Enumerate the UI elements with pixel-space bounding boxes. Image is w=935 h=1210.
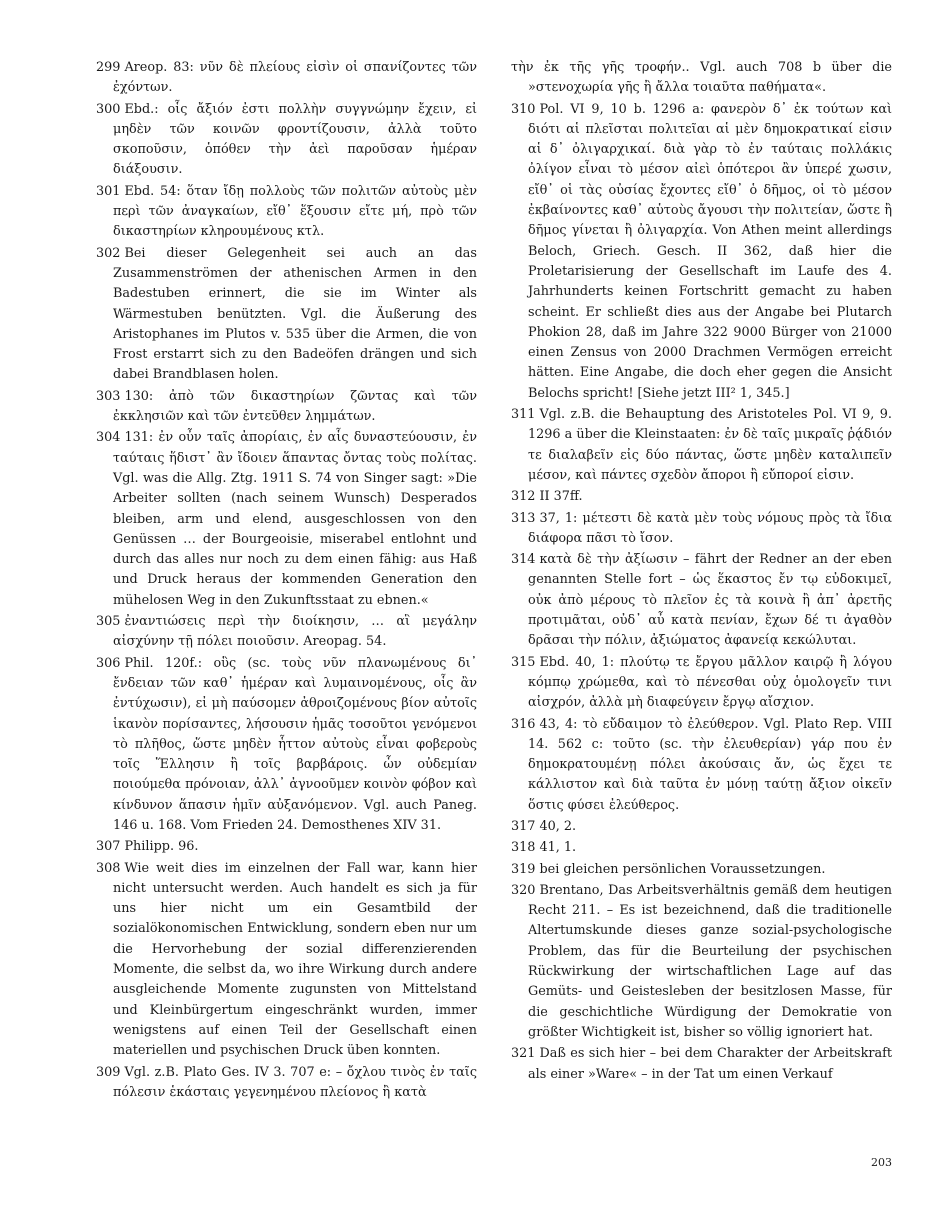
footnote-text: Ebd.: οἷς ἄξιόν ἐστι πολλὴν συγγνώμην ἔχειν, εἰ μηδὲν τῶν κοινῶν φροντίζουσιν, ἀλλὰ τοῦτο σκοποῦσιν, ὁπόθεν τὴν ἀεὶ παροῦσαν ἡμέραν διάξουσιν.	[113, 101, 477, 178]
footnote-number: 303	[96, 388, 121, 404]
footnote-text: bei gleichen persönlichen Voraussetzungen.	[539, 861, 826, 877]
footnote-text: Philipp. 96.	[124, 839, 199, 855]
footnotes-right-column	[511, 58, 892, 1086]
footnote-text: Areop. 83: νῦν δὲ πλείους εἰσὶν οἱ σπανίζοντες τῶν ἐχόντων.	[113, 60, 477, 96]
footnote-number: 318	[511, 840, 536, 856]
footnote	[511, 653, 892, 714]
footnote	[511, 550, 892, 651]
footnote-number: 310	[511, 101, 536, 117]
footnote-number: 315	[511, 654, 536, 670]
footnote	[511, 860, 892, 880]
footnote	[511, 715, 892, 816]
footnote-text: 41, 1.	[539, 840, 577, 856]
footnote	[511, 509, 892, 550]
footnote	[96, 859, 477, 1062]
footnotes-left-column	[96, 58, 477, 1104]
footnote-number: 309	[96, 1064, 121, 1080]
footnote-text: Wie weit dies im einzelnen der Fall war, kann hier nicht untersucht werden. Auch handelt es sich ja für uns hier nicht um ein Gesamtbild der sozialökonomischen Entwicklung, sondern eben nur um die Hervorhebung der sozial differenzierenden Momente, die selbst da, wo ihre Wirkung durch andere ausgleichende Momente zugunsten von Mittelstand und Kleinbürgertum eingeschränkt wurden, immer wenigstens auf einen Teil der Gesellschaft einen materiellen und psychischen Druck üben konnten.	[113, 860, 477, 1059]
footnote-number: 306	[96, 655, 121, 671]
footnote-number: 317	[511, 818, 536, 834]
footnote	[96, 837, 477, 857]
footnote-text: κατὰ δὲ τὴν ἀξίωσιν – fährt der Redner an der eben genannten Stelle fort – ὡς ἕκαστος ἔν τῳ εὐδοκιμεῖ, οὐκ ἀπὸ μέρους τὸ πλεῖον ἐς τὰ κοινὰ ἢ ἀπ᾽ ἀρετῆς προτιμᾶται, οὐδ᾽ αὖ κατὰ πενίαν, ἔχων δέ τι ἀγαθὸν δρᾶσαι τὴν πόλιν, ἀξιώματος ἀφανείᾳ κεκώλυται.	[528, 552, 892, 649]
footnote	[96, 387, 477, 428]
footnote-text: 131: ἐν οὖν ταῖς ἀπορίαις, ἐν αἷς δυναστεύουσιν, ἐν ταύταις ἥδιστ᾽ ἂν ἴδοιεν ἅπαντας ὄντας τοὺς πολίτας. Vgl. was die Allg. Ztg. 1911 S. 74 von Singer sagt: »Die Arbeiter sollten (nach seinem Wunsch) Desperados bleiben, arm und elend, ausgeschlossen von den Genüssen … der Bourgeoisie, miserabel entlohnt und durch das alles nur noch zu dem einen fähig: aus Haß und Druck heraus der kommenden Generation den mühelosen Weg in den Zukunftsstaat zu ebnen.«	[113, 430, 477, 608]
footnote	[511, 1044, 892, 1085]
footnote-text: 40, 2.	[539, 818, 577, 834]
footnote-text: Ebd. 40, 1: πλούτῳ τε ἔργου μᾶλλον καιρῷ ἢ λόγου κόμπῳ χρώμεθα, καὶ τὸ πένεσθαι οὐχ ὁμολογεῖν τινι αἰσχρόν, ἀλλὰ μὴ διαφεύγειν ἔργῳ αἴσχιον.	[528, 654, 892, 711]
footnote-text: II 37ff.	[539, 489, 583, 505]
footnote-text: 130: ἀπὸ τῶν δικαστηρίων ζῶντας καὶ τῶν ἐκκλησιῶν καὶ τῶν ἐντεῦθεν λημμάτων.	[113, 388, 477, 425]
footnote-number: 304	[96, 430, 121, 446]
footnote	[511, 817, 892, 837]
footnote	[511, 405, 892, 486]
footnote	[96, 182, 477, 243]
footnote	[511, 881, 892, 1043]
footnote-text: Daß es sich hier – bei dem Charakter der Arbeitskraft als einer »Ware« – in der Tat um einen Verkauf	[528, 1046, 892, 1082]
footnote-number: 305	[96, 614, 121, 630]
footnote-number: 307	[96, 839, 121, 855]
footnote-text: 43, 4: τὸ εὔδαιμον τὸ ἐλεύθερον. Vgl. Plato Rep. VIII 14. 562 c: τοῦτο (sc. τὴν ἐλευθερίαν) γάρ που ἐν δημοκρατουμένῃ πόλει ἀκούσαις ἄν, ὡς ἔχει τε κάλλιστον καὶ διὰ ταῦτα ἐν μόνῃ ταύτῃ ἄξιον οἰκεῖν ὅστις φύσει ἐλεύθερος.	[528, 716, 892, 813]
footnote	[511, 100, 892, 404]
footnote	[96, 1063, 477, 1104]
footnote-text: τὴν ἐκ τῆς γῆς τροφήν.. Vgl. auch 708 b über die »στενοχωρία γῆς ἢ ἄλλα τοιαῦτα παθήματα«.	[511, 60, 892, 96]
footnote-number: 308	[96, 860, 121, 876]
footnote-number: 312	[511, 489, 536, 505]
footnote	[96, 244, 477, 386]
footnote-text: Vgl. z.B. die Behauptung des Aristoteles Pol. VI 9, 9. 1296 a über die Kleinstaaten: ἐν δὲ ταῖς μικραῖς ῥᾴδιόν τε διαλαβεῖν εἰς δύο πάντας, ὥστε μηδὲν καταλιπεῖν μέσον, καὶ πάντες σχεδὸν ἄποροι ἢ εὔποροί εἰσιν.	[528, 407, 892, 483]
footnote	[96, 58, 477, 99]
footnote	[96, 612, 477, 653]
footnote-number: 301	[96, 183, 121, 199]
footnote-number: 313	[511, 510, 536, 526]
footnote-text: 37, 1: μέτεστι δὲ κατὰ μὲν τοὺς νόμους πρὸς τὰ ἴδια διάφορα πᾶσι τὸ ἴσον.	[528, 510, 892, 546]
footnote-text: Ebd. 54: ὅταν ἴδῃ πολλοὺς τῶν πολιτῶν αὐτοὺς μὲν περὶ τῶν ἀναγκαίων, εἴθ᾽ ἕξουσιν εἴτε μή, πρὸ τῶν δικαστηρίων κληρουμένους κτλ.	[113, 183, 477, 240]
footnote	[511, 487, 892, 507]
footnote-text: Brentano, Das Arbeitsverhältnis gemäß dem heutigen Recht 211. – Es ist bezeichnend, daß die traditionelle Altertumskunde dieses ganze sozial-psychologische Problem, das für die Beurteilung der psychischen Rückwirkung der wirtschaftlichen Lage auf das Gemüts- und Geistesleben der besitzlosen Masse, für die geschichtliche Würdigung der Demokratie von größter Wichtigkeit ist, bisher so völlig ignoriert hat.	[528, 882, 892, 1040]
footnote-text: ἐναντιώσεις περὶ τὴν διοίκησιν, … αἳ μεγάλην αἰσχύνην τῇ πόλει ποιοῦσιν. Areopag. 54.	[113, 614, 477, 650]
footnote-number: 316	[511, 716, 536, 732]
footnote-number: 321	[511, 1046, 536, 1062]
footnote-number: 299	[96, 60, 121, 75]
footnote-text: Bei dieser Gelegenheit sei auch an das Zusammenströmen der athenischen Armen in den Badestuben erinnert, die sie im Winter als Wärmestuben benützten. Vgl. die Äußerung des Aristophanes im Plutos v. 535 über die Armen, die von Frost erstarrt sich zu den Badeöfen drängen und sich dabei Brandblasen holen.	[113, 245, 477, 383]
footnote-number: 319	[511, 861, 536, 877]
footnote-number: 302	[96, 245, 121, 261]
footnote	[96, 654, 477, 837]
page-number: 203	[871, 1156, 892, 1169]
footnote-number: 300	[96, 101, 121, 117]
footnote-text: Pol. VI 9, 10 b. 1296 a: φανερὸν δ᾽ ἐκ τούτων καὶ διότι αἱ πλεῖσται πολιτεῖαι αἱ μὲν δημοκρατικαί εἰσιν αἱ δ᾽ ὀλιγαρχικαί. διὰ γὰρ τὸ ἐν ταύταις πολλάκις ὀλίγον εἶναι τὸ μέσον αἰεὶ ὁπότεροι ἂν ὑπερέ χωσιν, εἴθ᾽ οἱ τὰς οὐσίας ἔχοντες εἴθ᾽ ὁ δῆμος, οἱ τὸ μέσον ἐκβαίνοντες καθ᾽ αὑτοὺς ἄγουσι τὴν πολιτείαν, ὥστε ἢ δῆμος γίνεται ἢ ὀλιγαρχία. Von Athen meint allerdings Beloch, Griech. Gesch. II 362, daß hier die Proletarisierung der Gesellschaft im Laufe des 4. Jahrhunderts keinen Fortschritt gemacht zu haben scheint. Er schließt dies aus der Angabe bei Plutarch Phokion 28, daß im Jahre 322 9000 Bürger von 21000 einen Zensus von 2000 Drachmen Vermögen erreicht hätten. Eine Angabe, die doch eher gegen die Ansicht Belochs spricht! [Siehe jetzt III² 1, 345.]	[528, 101, 892, 401]
footnote-number: 311	[511, 407, 536, 423]
footnote-number: 314	[511, 552, 536, 568]
footnote-text: Phil. 120f.: οὓς (sc. τοὺς νῦν πλανωμένους δι᾽ ἔνδειαν τῶν καθ᾽ ἡμέραν καὶ λυμαινομένους, οἷς ἂν ἐντύχωσιν), εἰ μὴ παύσομεν ἀθροιζομένους βίον αὐτοῖς ἱκανὸν πορίσαντες, λήσουσιν ἡμᾶς τοσοῦτοι γενόμενοι τὸ πλῆθος, ὥστε μηδὲν ἧττον αὐτοὺς εἶναι φοβεροὺς τοῖς Ἕλλησιν ἢ τοῖς βαρβάροις. ὧν οὐδεμίαν ποιούμεθα πρόνοιαν, ἀλλ᾽ ἀγνοοῦμεν κοινὸν φόβον καὶ κίνδυνον ἅπασιν ἡμῖν αὐξανόμενον. Vgl. auch Paneg. 146 u. 168. Vom Frieden 24. Demosthenes XIV 31.	[113, 655, 477, 833]
footnote	[96, 428, 477, 611]
footnote-number: 320	[511, 882, 536, 898]
footnote	[511, 838, 892, 858]
footnote	[96, 100, 477, 181]
footnote-text: Vgl. z.B. Plato Ges. IV 3. 707 e: – ὄχλου τινὸς ἐν ταῖς πόλεσιν ἑκάσταις γεγενημένου πλείονος ἢ κατὰ	[113, 1064, 477, 1100]
footnote-continuation	[511, 58, 892, 99]
